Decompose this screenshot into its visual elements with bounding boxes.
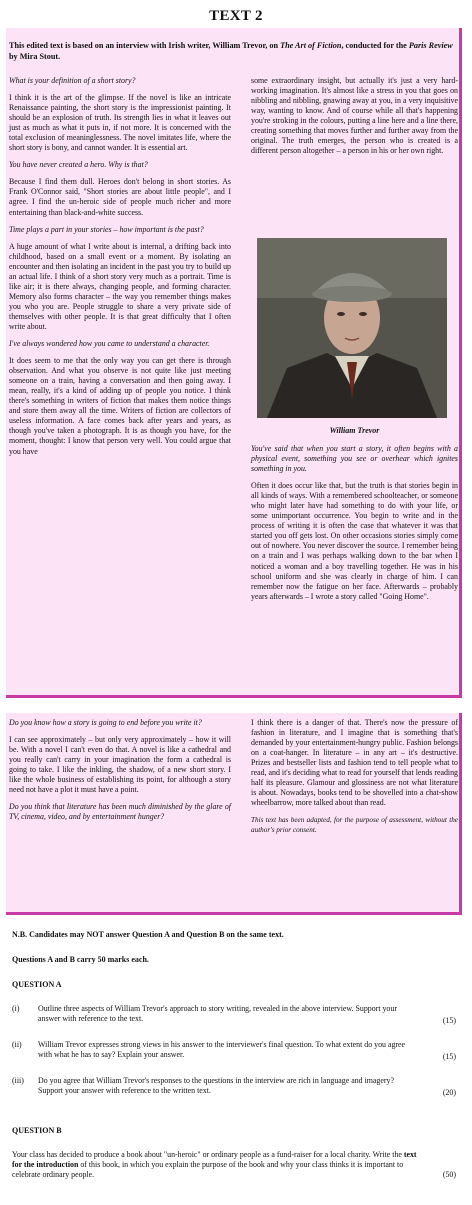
item-text: Outline three aspects of William Trevor's approach to story writing, revealed in the above interview. Support your answer with reference to the text. [38,1004,397,1023]
item-text: William Trevor expresses strong views in his answer to the interviewer's final question. To what extent do you agree with what he has to say? Explain your answer. [38,1040,406,1059]
item-marks: (20) [442,1088,456,1097]
answer-time: A huge amount of what I write about is internal, a drifting back into childhood, based on a small event or a moment. By isolating an encounter and then isolating an incident in the past you try to build up an actual life. I think of a short story very much as a portrait. Time is like air; it is there always, changing people, and forming character. Memory also forms character – the way you remember things makes you who you are. People struggle to share a very private side of themselves with other people. It is that great difficulty that I often write about. [9,241,231,331]
item-number: (i) [12,1004,20,1013]
item-number: (ii) [12,1040,22,1049]
question-definition: What is your definition of a short story? [9,76,136,85]
answer-literature: I think there is a danger of that. There's now the pressure of fashion in literature, and I imagine that is something that's demanded by your entertainment-hungry public. Fashion belongs on a coat-hanger. In literature – in any art – it's destructive. Prizes and bestseller lists and fashion tend to tell people what to read, and it's deciding what to read for yourself that lends reading half its pleasure. Glamour and glossiness are not what literature is about. Nowadays, books tend to be shovelled into a chat-show wheelbarrow, more talked about than read. [251,718,458,808]
marks-instruction: Questions A and B carry 50 marks each. [12,955,149,964]
question-a-item-2 [12,1040,460,1064]
william-trevor-photo [257,238,447,418]
answer-beginning: Often it does occur like that, but the truth is that stories begin in all kinds of ways. With a remembered schoolteacher, or someone who might later have had something to do with your life, or some unimportant occurrence. You begin to write and in the process of writing it is often the case that whatever it was that started you off gets lost. On other occasions stories simply come out of nowhere. You never discover the source. I remember being on a train and I was perhaps walking down to the bar when I noticed a woman and a boy travelling together. He was in his school uniform and she was clearly in charge of him. I can remember now the fatigue on her face. Afterwards – probably years afterwards – I wrote a story called "Going Home". [251,481,458,601]
question-a-item-1 [12,1004,460,1028]
answer-definition: I think it is the art of the glimpse. If the novel is like an intricate Renaissance painting, the short story is the impressionist painting. It should be an explosion of truth. Its strength lies in what it leaves out just as much as what it puts in, if not more. It is concerned with the total exclusion of meaninglessness. The novel imitates life, where the short story is bony, and cannot wander. It is essential art. [9,93,231,153]
portrait-image [257,238,447,418]
question-ending: Do you know how a story is going to end before you write it? [9,718,202,727]
photo-caption: William Trevor [329,426,380,435]
question-time: Time plays a part in your stories – how important is the past? [9,224,204,234]
box2-left-column [9,718,231,829]
interview-right-column-top [251,76,458,163]
question-b-heading: QUESTION B [12,1126,62,1135]
question-a-item-3 [12,1076,460,1100]
item-text: Do you agree that William Trevor's responses to the questions in the interview are rich in language and imagery? Support your answer with reference to the written text. [38,1076,394,1095]
question-b-body: Your class has decided to produce a book about "un-heroic" or ordinary people as a fund-raiser for a local charity. Write the text for the introduction of this book, in which you explain the purpose of the book and why your class thinks it is important to celebrate ordinary people. [12,1150,417,1179]
intro-paragraph: This edited text is based on an interview with Irish writer, William Trevor, on The Art of Fiction, conducted for the Paris Review by Mira Stout. [9,41,453,61]
answer-ending: I can see approximately – but only very approximately – how it will be. With a novel I can't even do that. A novel is like a cathedral and you really can't carry in your imagination the form a cathedral is going to take. I like the inkling, the shadow, of a new short story. I like the whole business of establishing its point, for although a story need not have a plot it must have a point. [9,735,231,795]
answer-character: It does seem to me that the only way you can get there is through observation. And what you observe is not quite like just meeting someone on a train, having a conversation and then going away. I mean, really, it's a kind of adding up of people you notice. I think there's something in writers of fiction that makes them notice things and store them away all the time. Writers of fiction are collectors of useless information. A face comes back after years and years, as though you've taken a photograph. It is as though you have, for the moment, thought: I know that person very well. You could argue that you have [9,356,231,456]
item-marks: (15) [442,1052,456,1061]
interview-left-column [9,76,231,464]
question-b-marks: (50) [442,1170,456,1179]
nb-instruction: N.B. Candidates may NOT answer Question A and Question B on the same text. [12,930,284,939]
interview-right-column-bottom [251,444,458,609]
answer-character-continued: some extraordinary insight, but actually it's just a very hard-working imagination. It's almost like a stress in you that goes on nibbling and nibbling, gnawing away at you, in a very inquisitive way, wanting to know. And of course while all that's happening you're stroking in the colours, putting a line here and a line there, creating something that moves further and further away from the original. The truth emerges, the person who is created is a different person altogether – a person in his or her own right. [251,76,458,156]
question-a-heading: QUESTION A [12,980,62,989]
question-character: I've always wondered how you came to understand a character. [9,339,210,349]
answer-hero: Because I find them dull. Heroes don't belong in short stories. As Frank O'Connor said, "Short stories are about little people", and I agree. I find the un-heroic side of people much richer and more entertaining than black-and-white success. [9,177,231,217]
text-title: TEXT 2 [209,8,263,24]
item-marks: (15) [442,1016,456,1025]
question-literature: Do you think that literature has been much diminished by the glare of TV, cinema, video, and by entertainment hunger? [9,802,231,822]
question-hero: You have never created a hero. Why is that? [9,160,148,170]
question-beginning: You've said that when you start a story, it often begins with a physical event, something you see or overhear which ignites something in you. [251,444,458,474]
question-b-text [12,1150,460,1184]
adaptation-note: This text has been adapted, for the purpose of assessment, without the author's prior consent. [251,816,458,835]
item-number: (iii) [12,1076,24,1085]
box2-right-column [251,718,458,843]
